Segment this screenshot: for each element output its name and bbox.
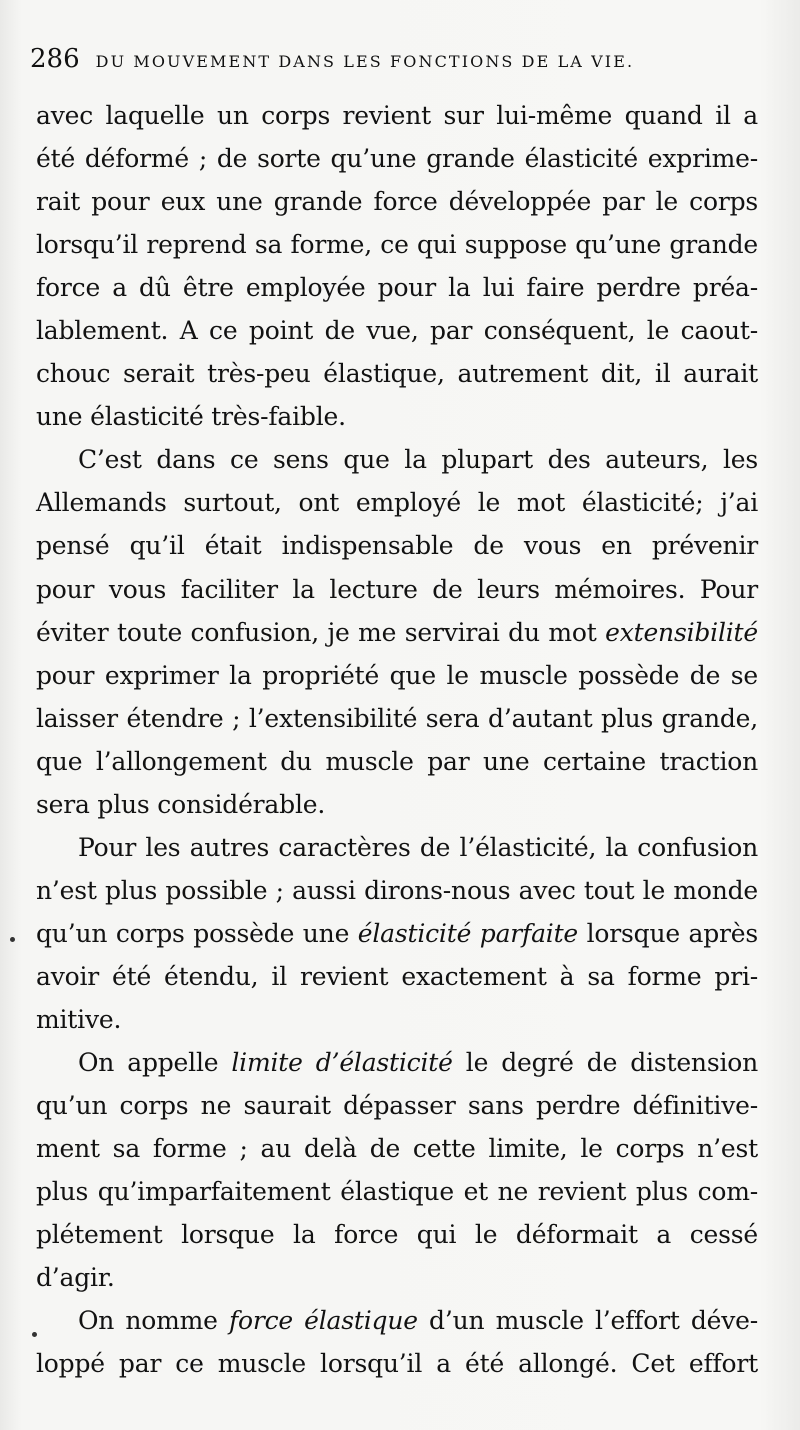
text-fragment: d’un muscle l’effort déve- xyxy=(429,1306,759,1336)
italic-term: limite d’élasticité xyxy=(231,1048,453,1078)
paragraph-4 xyxy=(36,1041,758,1299)
italic-term: extensibilité xyxy=(605,617,759,647)
body-text xyxy=(36,94,758,1385)
text-fragment: lorsque après xyxy=(586,918,759,948)
text-line: plétement lorsque la force qui le déformait a cessé xyxy=(36,1220,758,1250)
text-fragment: éviter toute confusion, je me servirai du mot xyxy=(36,617,597,647)
text-line: lorsqu’il reprend sa forme, ce qui suppose qu’une grande xyxy=(36,230,758,260)
text-line: lablement. A ce point de vue, par conséquent, le caout- xyxy=(36,316,758,346)
page-number: 286 xyxy=(30,44,80,74)
text-line: C’est dans ce sens que la plupart des auteurs, les xyxy=(78,445,758,475)
margin-speck xyxy=(10,937,15,942)
text-line: laisser étendre ; l’extensibilité sera d’autant plus grande, xyxy=(36,703,758,733)
italic-term: force élastique xyxy=(228,1306,418,1336)
paragraph-3 xyxy=(36,826,758,1041)
text-fragment: On nomme xyxy=(78,1306,218,1336)
text-line: pour vous faciliter la lecture de leurs mémoires. Pour xyxy=(36,574,758,604)
text-line: qu’un corps ne saurait dépasser sans perdre définitive- xyxy=(36,1091,758,1121)
italic-term: élasticité parfaite xyxy=(357,918,579,948)
text-line-with-italic xyxy=(36,1299,758,1342)
text-line: n’est plus possible ; aussi dirons-nous avec tout le monde xyxy=(36,875,758,905)
text-line: pour exprimer la propriété que le muscle possède de se xyxy=(36,660,758,690)
text-line: Allemands surtout, ont employé le mot élasticité; j’ai xyxy=(36,488,758,518)
page-header xyxy=(30,44,685,76)
text-fragment: qu’un corps possède une xyxy=(36,918,350,948)
text-line: sera plus considérable. xyxy=(36,789,326,819)
text-line: avoir été étendu, il revient exactement à sa forme pri- xyxy=(36,961,758,991)
text-line: ment sa forme ; au delà de cette limite, le corps n’est xyxy=(36,1134,758,1164)
text-line-with-italic xyxy=(36,611,758,654)
text-line: rait pour eux une grande force développée par le corps xyxy=(36,187,758,217)
text-line-with-italic xyxy=(36,912,758,955)
text-line: pensé qu’il était indispensable de vous en prévenir xyxy=(36,531,758,561)
text-line: une élasticité très-faible. xyxy=(36,402,346,432)
text-line: plus qu’imparfaitement élastique et ne revient plus com- xyxy=(36,1177,758,1207)
margin-speck xyxy=(32,1332,37,1337)
paragraph-2 xyxy=(36,438,758,825)
text-line: Pour les autres caractères de l’élasticité, la confusion xyxy=(78,832,758,862)
running-head: DU MOUVEMENT DANS LES FONCTIONS DE LA VIE. xyxy=(95,52,635,71)
text-line: mitive. xyxy=(36,1004,122,1034)
text-line: été déformé ; de sorte qu’une grande élasticité exprime- xyxy=(36,144,758,174)
paragraph-5 xyxy=(36,1299,758,1385)
text-line: d’agir. xyxy=(36,1263,115,1293)
text-line: que l’allongement du muscle par une certaine traction xyxy=(36,746,758,776)
text-line-with-italic xyxy=(36,1041,758,1084)
paragraph-1 xyxy=(36,94,758,438)
text-line: loppé par ce muscle lorsqu’il a été allongé. Cet effort xyxy=(36,1349,758,1379)
text-line: force a dû être employée pour la lui faire perdre préa- xyxy=(36,273,758,303)
text-fragment: le degré de distension xyxy=(465,1048,758,1078)
text-line: chouc serait très-peu élastique, autrement dit, il aurait xyxy=(36,359,758,389)
text-fragment: On appelle xyxy=(78,1048,219,1078)
text-line: avec laquelle un corps revient sur lui-même quand il a xyxy=(36,101,758,130)
